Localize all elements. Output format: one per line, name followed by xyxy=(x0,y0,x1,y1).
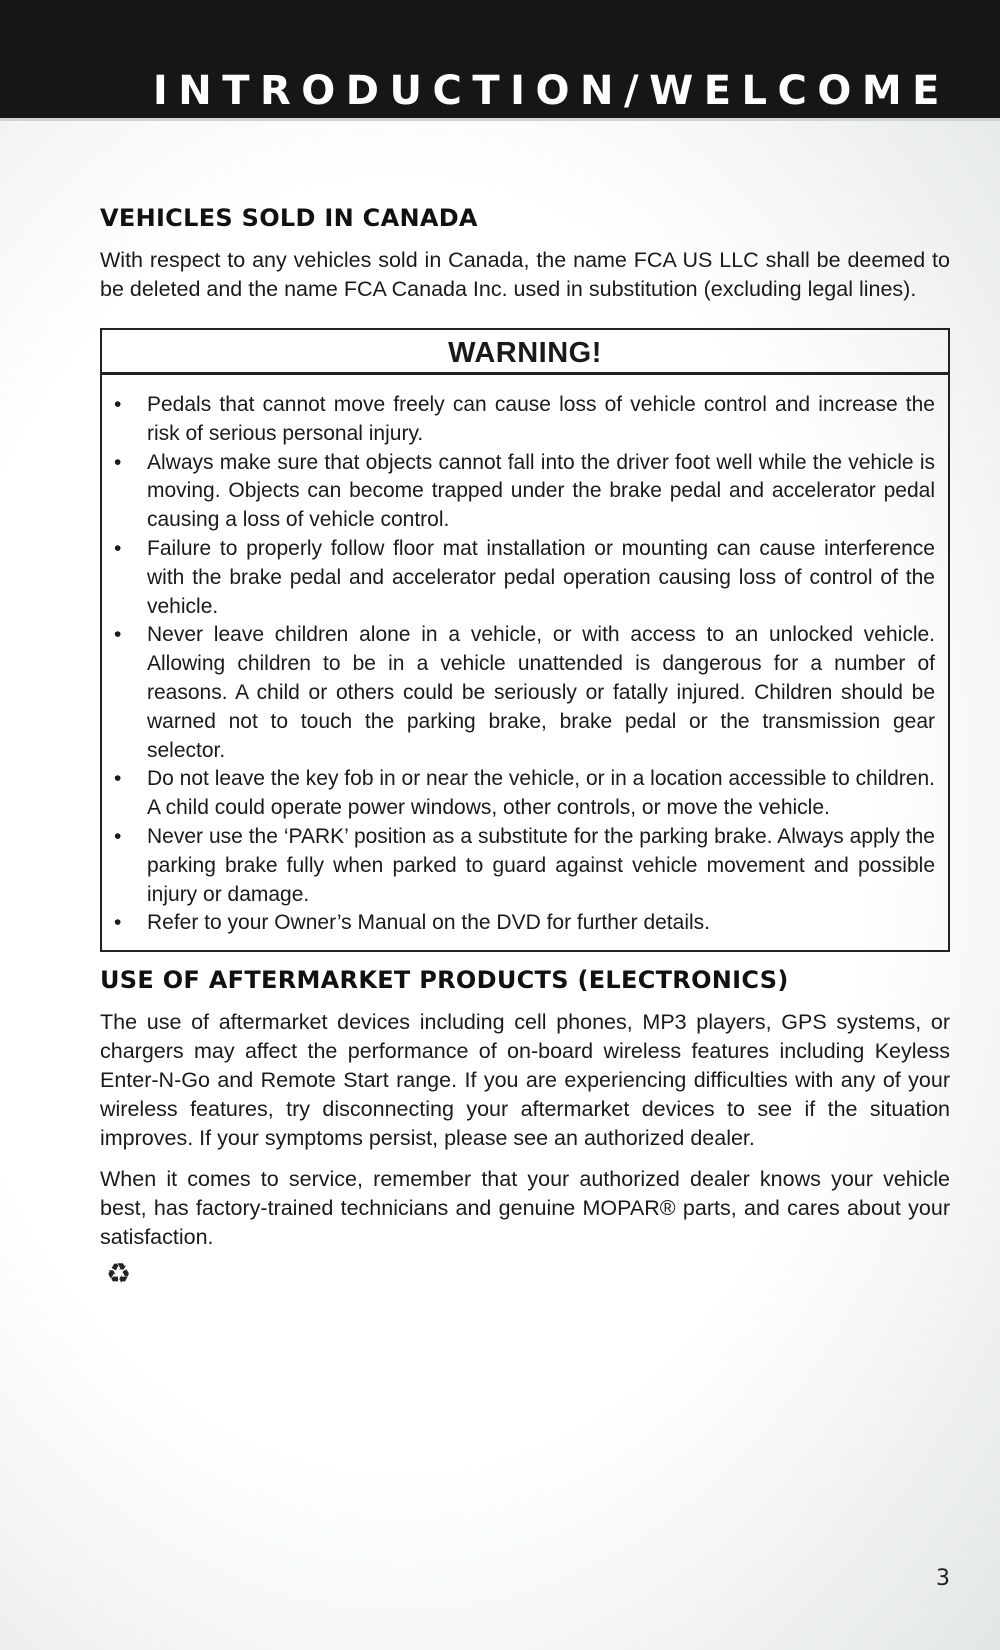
warning-item xyxy=(114,449,935,535)
bullet: • xyxy=(114,536,122,560)
warning-item-text: Refer to your Owner’s Manual on the DVD for further details. xyxy=(147,911,710,935)
section-title-canada: VEHICLES SOLD IN CANADA xyxy=(100,204,478,232)
warning-item-text: Never use the ‘PARK’ position as a substitute for the parking brake. Always apply the parking brake fully when parked to guard against vehicle movement and possible injury or damage. xyxy=(147,824,935,906)
section-title-aftermarket: USE OF AFTERMARKET PRODUCTS (ELECTRONICS) xyxy=(100,966,789,995)
bullet: • xyxy=(114,824,122,848)
warning-item xyxy=(114,391,935,449)
bullet: • xyxy=(114,393,122,416)
section-body-aftermarket: The use of aftermarket devices including cell phones, MP3 players, GPS systems, or chargers may affect the performance of on-board wireless features including Keyless Enter-N-Go and Remote Start range. If you are experiencing difficulties with any of your wireless features, try disconnecting your aftermarket devices to see if the situation improves. If your symptoms persist, please see an authorized dealer. xyxy=(100,1010,950,1151)
warning-item-text: Never leave children alone in a vehicle, or with access to an unlocked vehicle. Allowing children to be in a vehicle unattended is dangerous for a number of reasons. A child or others could be seriously or fatally injured. Children should be warned not to touch the parking brake, brake pedal or the transmission gear selector. xyxy=(147,623,935,762)
section-body-service: When it comes to service, remember that your authorized dealer knows your vehicle best, has factory-trained technicians and genuine MOPAR® parts, and cares about your satisfaction. xyxy=(100,1167,950,1250)
section-body-canada: With respect to any vehicles sold in Canada, the name FCA US LLC shall be deemed to be deleted and the name FCA Canada Inc. used in substitution (excluding legal lines). xyxy=(100,248,950,301)
warning-item xyxy=(114,621,935,765)
warning-item-text: Always make sure that objects cannot fall into the driver foot well while the vehicle is moving. Objects can become trapped under the brake pedal and accelerator pedal causing a loss of vehicle control. xyxy=(147,450,935,532)
page-header xyxy=(0,0,1000,121)
warning-list xyxy=(102,375,948,950)
warning-item xyxy=(114,765,935,823)
warning-box xyxy=(100,328,950,952)
bullet: • xyxy=(114,450,122,474)
warning-title: WARNING! xyxy=(102,330,948,375)
bullet: • xyxy=(114,767,122,791)
bullet: • xyxy=(114,911,122,935)
page-number: 3 xyxy=(936,1566,950,1591)
warning-item-text: Do not leave the key fob in or near the vehicle, or in a location accessible to children. A child could operate power windows, other controls, or move the vehicle. xyxy=(147,767,935,820)
recycle-icon: ♻ xyxy=(106,1258,132,1290)
warning-item xyxy=(114,823,935,909)
warning-item-text: Failure to properly follow floor mat installation or mounting can cause interference with the brake pedal and accelerator pedal operation causing loss of control of the vehicle. xyxy=(147,536,935,618)
page-content xyxy=(100,200,950,1292)
warning-item xyxy=(114,535,935,621)
bullet: • xyxy=(114,623,122,647)
warning-item-text: Pedals that cannot move freely can cause loss of vehicle control and increase the risk of serious personal injury. xyxy=(147,393,935,445)
warning-item xyxy=(114,909,935,938)
header-title: INTRODUCTION/WELCOME xyxy=(152,68,950,114)
